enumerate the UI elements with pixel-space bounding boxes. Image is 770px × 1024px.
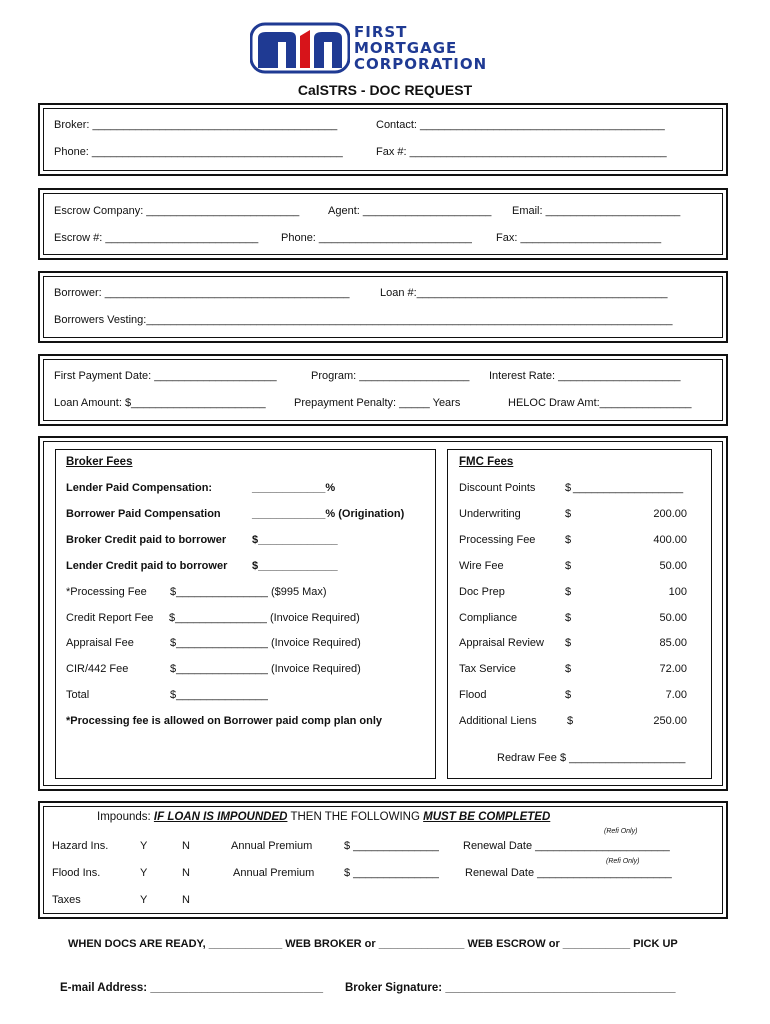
broker-fee-label: Lender Credit paid to borrower [66, 559, 228, 572]
fmc-fee-label: Processing Fee [459, 533, 536, 546]
fmc-fee-label: Compliance [459, 611, 518, 624]
impound-yes-option[interactable]: Y [140, 867, 148, 879]
broker-fee-value[interactable]: $_____________ [252, 533, 338, 546]
program-field[interactable]: Program: __________________ [311, 370, 470, 382]
fmc-fee-currency: $ [565, 507, 572, 520]
broker-fee-value[interactable]: ____________% [252, 482, 336, 494]
fmc-fee-label: Additional Liens [459, 715, 537, 728]
impounds-label: Impounds: [97, 811, 151, 823]
escrow-agent-field[interactable]: Agent: _____________________ [328, 205, 492, 217]
broker-fee-value[interactable]: ____________% (Origination) [252, 507, 405, 520]
fmc-fee-amount: 400.00 [653, 533, 687, 546]
fmc-fee-label: Wire Fee [459, 559, 504, 572]
impound-label: Hazard Ins. [52, 840, 109, 852]
escrow-number-field[interactable]: Escrow #: _________________________ [54, 232, 259, 244]
fmc-fee-label: Appraisal Review [459, 637, 544, 650]
borrowers-vesting-field[interactable]: Borrowers Vesting:______________________________________________________________________________________ [54, 314, 673, 326]
fmc-fee-currency: $ [565, 689, 572, 702]
contact-field[interactable]: Contact: ________________________________________ [376, 119, 665, 131]
annual-premium-field[interactable]: $ ______________ [344, 867, 439, 879]
interest-rate-field[interactable]: Interest Rate: ____________________ [489, 370, 681, 382]
broker-fee-value[interactable]: $_______________ ($995 Max) [170, 585, 327, 598]
fmc-fee-amount: 7.00 [665, 689, 687, 702]
fmc-fee-currency: $ [565, 482, 572, 494]
borrower-info-section [38, 271, 728, 343]
fmc-fee-label: Flood [459, 689, 487, 702]
impound-label: Taxes [52, 894, 81, 906]
impounds-header [97, 811, 550, 823]
broker-fee-label: Total [66, 689, 90, 702]
renewal-date-field[interactable]: Renewal Date ______________________ [465, 867, 672, 879]
fmc-fee-currency: $ [565, 637, 572, 650]
impound-label: Flood Ins. [52, 867, 101, 879]
email-address-field[interactable]: E-mail Address: ___________________________ [60, 982, 324, 994]
broker-signature-field[interactable]: Broker Signature: ____________________________________ [345, 982, 676, 994]
logo-line-3: CORPORATION [354, 55, 488, 73]
broker-fee-label: Broker Credit paid to borrower [66, 533, 227, 546]
fmc-fee-amount: 100 [668, 585, 687, 598]
broker-fee-label: Borrower Paid Compensation [66, 507, 221, 520]
logo-mark-icon [250, 22, 350, 74]
refi-only-note-2: (Refi Only) [606, 858, 640, 865]
redraw-fee-field[interactable]: Redraw Fee $ ___________________ [497, 752, 686, 764]
broker-info-section [38, 103, 728, 176]
logo-line-1: FIRST [354, 23, 408, 41]
impound-yes-option[interactable]: Y [140, 840, 148, 852]
form-title: CalSTRS - DOC REQUEST [297, 82, 473, 98]
annual-premium-label: Annual Premium [233, 867, 315, 879]
fmc-fee-currency: $ [565, 611, 572, 624]
fmc-fees-heading: FMC Fees [459, 456, 514, 468]
loan-amount-field[interactable]: Loan Amount: $______________________ [54, 397, 266, 409]
first-payment-date-field[interactable]: First Payment Date: ____________________ [54, 370, 277, 382]
fmc-fee-amount: 250.00 [653, 715, 687, 728]
escrow-info-section [38, 188, 728, 260]
renewal-date-field[interactable]: Renewal Date ______________________ [463, 840, 670, 852]
broker-fees-heading: Broker Fees [66, 456, 133, 468]
impound-no-option[interactable]: N [182, 867, 190, 879]
fmc-fee-label: Tax Service [459, 663, 516, 676]
broker-fee-value[interactable]: $_______________ (Invoice Required) [169, 611, 360, 624]
prepayment-penalty-field[interactable]: Prepayment Penalty: _____ Years [294, 397, 461, 409]
must-complete-text: MUST BE COMPLETED [423, 811, 551, 823]
processing-fee-note: *Processing fee is allowed on Borrower paid comp plan only [66, 715, 383, 727]
broker-fee-value[interactable]: $_______________ (Invoice Required) [170, 637, 361, 650]
broker-fee-label: *Processing Fee [66, 585, 147, 598]
impound-no-option[interactable]: N [182, 894, 190, 906]
broker-fee-label: Appraisal Fee [66, 637, 134, 650]
broker-fax-field[interactable]: Fax #: __________________________________________ [376, 146, 667, 158]
fmc-fee-label: Discount Points [459, 482, 536, 494]
broker-fee-value[interactable]: $_______________ (Invoice Required) [170, 663, 361, 676]
escrow-phone-field[interactable]: Phone: _________________________ [281, 232, 472, 244]
refi-only-note-1: (Refi Only) [604, 828, 638, 835]
loan-info-section [38, 354, 728, 426]
heloc-draw-amount-field[interactable]: HELOC Draw Amt:_______________ [508, 397, 692, 409]
logo-line-2: MORTGAGE [354, 39, 458, 57]
docs-ready-instructions[interactable]: WHEN DOCS ARE READY, ____________ WEB BROKER or ______________ WEB ESCROW or ___________ PICK UP [68, 938, 678, 950]
fmc-fee-amount: 200.00 [653, 507, 687, 520]
borrower-field[interactable]: Borrower: ________________________________________ [54, 287, 350, 299]
escrow-email-field[interactable]: Email: ______________________ [512, 205, 681, 217]
fmc-fee-currency: $ [565, 559, 572, 572]
broker-fee-label: CIR/442 Fee [66, 663, 129, 676]
broker-fee-label: Lender Paid Compensation: [66, 482, 213, 494]
broker-field[interactable]: Broker: ________________________________________ [54, 119, 338, 131]
escrow-fax-field[interactable]: Fax: _______________________ [496, 232, 662, 244]
fmc-fee-currency: $ [565, 533, 572, 546]
escrow-company-field[interactable]: Escrow Company: _________________________ [54, 205, 300, 217]
fmc-fee-amount: 85.00 [659, 637, 687, 650]
company-logo [250, 22, 502, 74]
then-following-text: THEN THE FOLLOWING [290, 811, 420, 823]
fmc-fee-currency: $ [567, 715, 574, 728]
broker-fee-value[interactable]: $_______________ [170, 689, 268, 702]
broker-fee-value[interactable]: $_____________ [252, 559, 338, 572]
fmc-fee-amount[interactable]: __________________ [573, 482, 684, 494]
fmc-fee-currency: $ [565, 663, 572, 676]
broker-phone-field[interactable]: Phone: _________________________________________ [54, 146, 343, 158]
fmc-fee-amount: 50.00 [659, 611, 687, 624]
annual-premium-label: Annual Premium [231, 840, 313, 852]
annual-premium-field[interactable]: $ ______________ [344, 840, 439, 852]
fmc-fee-label: Underwriting [459, 507, 521, 520]
fmc-fee-amount: 72.00 [659, 663, 687, 676]
impound-no-option[interactable]: N [182, 840, 190, 852]
broker-fee-label: Credit Report Fee [66, 611, 154, 624]
impound-yes-option[interactable]: Y [140, 894, 148, 906]
loan-number-field[interactable]: Loan #:_________________________________________ [380, 287, 668, 299]
if-impounded-text: IF LOAN IS IMPOUNDED [153, 811, 288, 823]
fmc-fee-label: Doc Prep [459, 585, 505, 598]
fmc-fee-amount: 50.00 [659, 559, 687, 572]
fmc-fee-currency: $ [565, 585, 572, 598]
